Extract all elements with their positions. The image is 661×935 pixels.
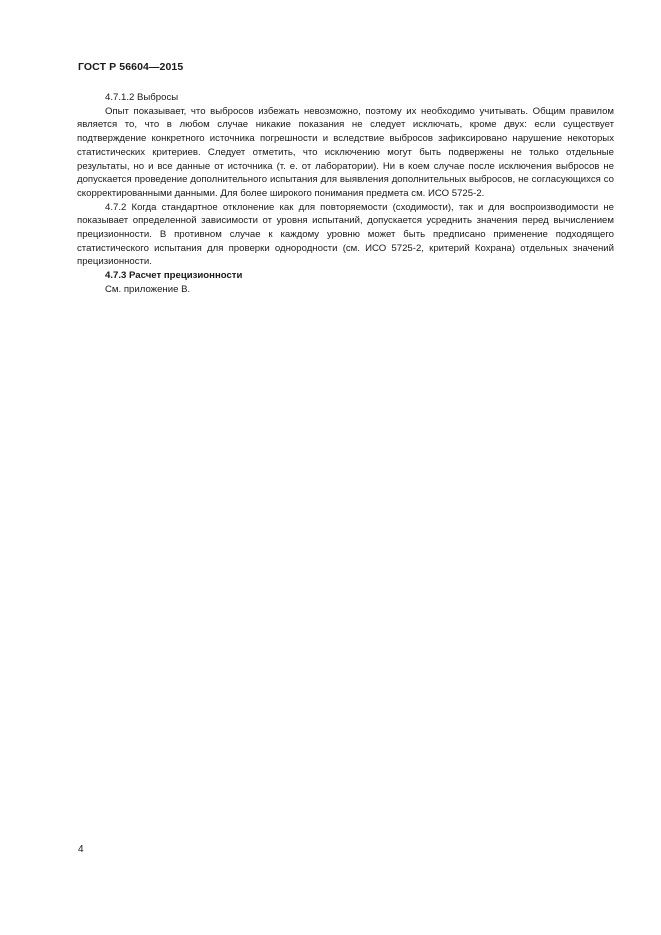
section-paragraph-4-7-3: См. приложение В. [105,283,191,295]
section-paragraph-4-7-1-2: Опыт показывает, что выбросов избежать невозможно, поэтому их необходимо учитывать. Общим правилом является то, что в любом случае никакие показания не следует исключать, кроме двух: если существует подтверждение конкретного источника погрешности и вследствие выбросов зафиксировано нарушение некоторых статистических критериев. Следует отметить, что исключению могут быть подвержены не только отдельные результаты, но и все данные от источника (т. е. от лаборатории). Ни в коем случае после исключения выбросов не допускается проведение дополнительного испытания для выявления дополнительных выбросов, не согласующихся со скорректированными данными. Для более широкого понимания предмета см. ИСО 5725-2. [77,105,614,199]
document-body [77,91,614,297]
section-heading-4-7-1-2: 4.7.1.2 Выбросы [105,92,179,103]
section-heading-4-7-3: 4.7.3 Расчет прецизионности [105,270,243,282]
page-number: 4 [78,844,84,855]
document-header: ГОСТ Р 56604—2015 [78,61,184,73]
section-paragraph-4-7-2: 4.7.2 Когда стандартное отклонение как для повторяемости (сходимости), так и для воспроизводимости не показывает определенной зависимости от уровня испытаний, допускается усреднить значения перед вычислением прецизионности. В противном случае к каждому уровню может быть предписано применение подходящего статистического испытания для проверки однородности (см. ИСО 5725-2, критерий Кохрана) отдельных значений прецизионности. [77,201,614,268]
